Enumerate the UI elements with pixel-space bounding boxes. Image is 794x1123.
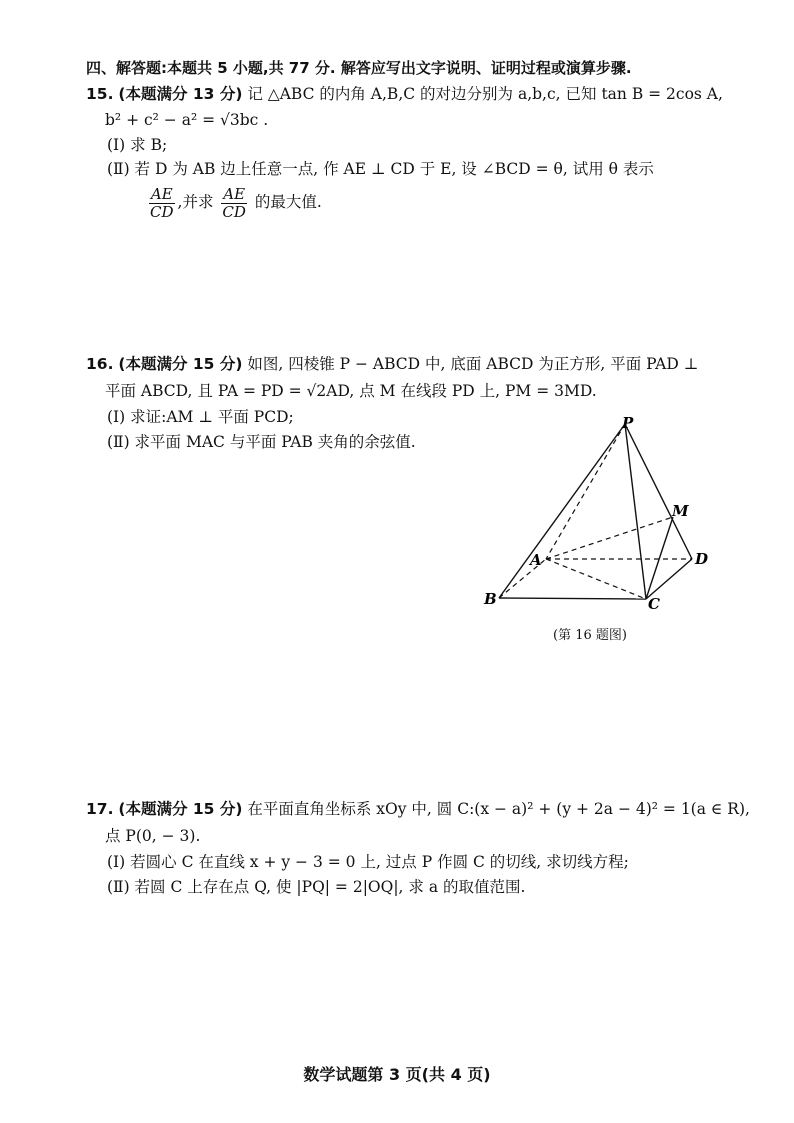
vertex-label-d: D	[695, 550, 709, 568]
vertex-label-b: B	[484, 590, 497, 608]
pyramid-figure	[478, 412, 728, 617]
q16-part2: (Ⅱ) 求平面 MAC 与平面 PAB 夹角的余弦值.	[107, 433, 416, 451]
edge-pd	[625, 424, 692, 559]
q15-part1: (Ⅰ) 求 B;	[107, 136, 168, 154]
q15-score: (本题满分 13 分)	[118, 85, 243, 103]
q17-line1	[86, 799, 750, 819]
q16-part1: (Ⅰ) 求证:AM ⊥ 平面 PCD;	[107, 408, 294, 426]
edge-ac-hidden	[546, 559, 646, 599]
fraction-denominator: CD	[150, 202, 174, 221]
fraction-numerator: AE	[223, 184, 246, 203]
q16-number: 16.	[86, 355, 114, 373]
q15-mid-text: ,并求	[177, 193, 214, 211]
q17-text1: 在平面直角坐标系 xOy 中, 圆 C:(x − a)² + (y + 2a − 4)² = 1(a ∈ R),	[247, 800, 750, 818]
fraction-numerator: AE	[150, 184, 173, 203]
q15-end-text: 的最大值.	[254, 193, 322, 211]
q16-line1	[86, 354, 698, 374]
q17-line2: 点 P(0, − 3).	[105, 827, 201, 845]
q15-fraction-line	[146, 182, 322, 222]
fraction-denominator: CD	[222, 202, 246, 221]
q16-score: (本题满分 15 分)	[118, 355, 243, 373]
edge-pc	[625, 424, 646, 599]
section-header: 四、解答题:本题共 5 小题,共 77 分. 解答应写出文字说明、证明过程或演算步骤.	[86, 59, 632, 77]
vertex-label-a: A	[530, 551, 542, 569]
q16-text1: 如图, 四棱锥 P − ABCD 中, 底面 ABCD 为正方形, 平面 PAD ⊥	[247, 355, 699, 373]
q16-line2: 平面 ABCD, 且 PA = PD = √2AD, 点 M 在线段 PD 上, PM = 3MD.	[105, 382, 597, 400]
q17-number: 17.	[86, 800, 114, 818]
page-footer: 数学试题第 3 页(共 4 页)	[303, 1065, 491, 1084]
vertex-label-m: M	[672, 502, 689, 520]
q17-part2: (Ⅱ) 若圆 C 上存在点 Q, 使 |PQ| = 2|OQ|, 求 a 的取值范围.	[107, 878, 526, 896]
q15-fraction-1	[148, 186, 176, 221]
edge-am-hidden	[546, 517, 673, 559]
vertex-label-p: P	[622, 414, 634, 432]
edge-pa-hidden	[546, 424, 625, 559]
edge-pb	[499, 424, 625, 598]
q15-line2: b² + c² − a² = √3bc .	[105, 111, 269, 129]
q17-part1: (Ⅰ) 若圆心 C 在直线 x + y − 3 = 0 上, 过点 P 作圆 C 的切线, 求切线方程;	[107, 853, 629, 871]
q17-score: (本题满分 15 分)	[118, 800, 243, 818]
vertex-label-c: C	[648, 595, 660, 613]
q15-number: 15.	[86, 85, 114, 103]
edge-bc	[499, 598, 646, 599]
q15-part2: (Ⅱ) 若 D 为 AB 边上任意一点, 作 AE ⊥ CD 于 E, 设 ∠BCD = θ, 试用 θ 表示	[107, 160, 654, 178]
q15-line1	[86, 84, 723, 104]
q15-text1: 记 △ABC 的内角 A,B,C 的对边分别为 a,b,c, 已知 tan B = 2cos A,	[247, 85, 723, 103]
q15-fraction-2	[220, 186, 248, 221]
figure-caption: (第 16 题图)	[553, 628, 627, 643]
